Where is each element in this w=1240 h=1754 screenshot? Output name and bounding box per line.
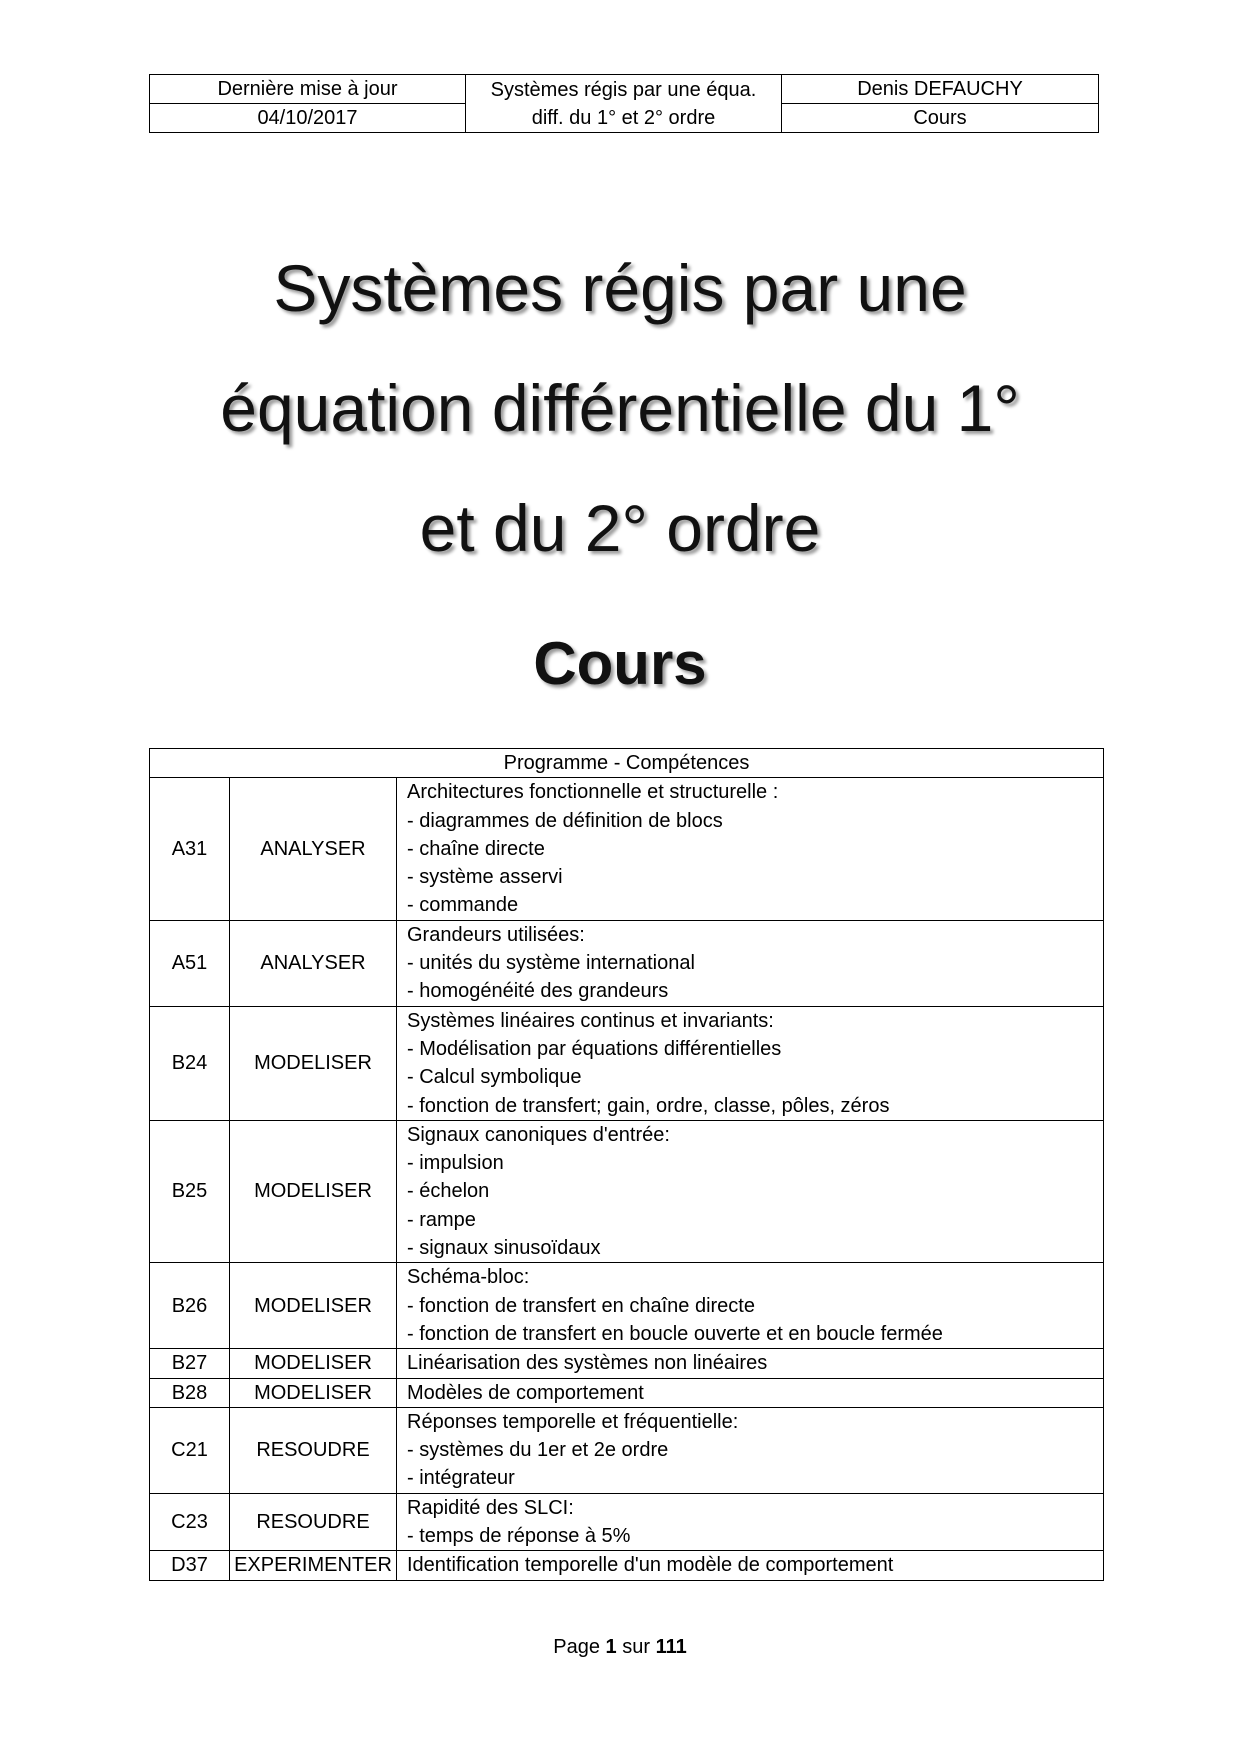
competence-description-line: - homogénéité des grandeurs [407, 980, 669, 1003]
competence-row [150, 1378, 1104, 1407]
competence-description [397, 1551, 1104, 1580]
title-line-1: Systèmes régis par une [273, 251, 967, 325]
competence-description [397, 1493, 1104, 1551]
competence-description-line: - échelon [407, 1180, 490, 1203]
subject-line-1: Systèmes régis par une équa. [490, 78, 757, 101]
competence-row [150, 1493, 1104, 1551]
competence-code: B27 [150, 1349, 230, 1378]
competence-description-line: - rampe [407, 1208, 476, 1231]
competence-category: MODELISER [230, 1006, 397, 1120]
competence-code: B28 [150, 1378, 230, 1407]
update-date: 04/10/2017 [150, 104, 466, 133]
competence-category: RESOUDRE [230, 1493, 397, 1551]
competence-description [397, 920, 1104, 1006]
subject-cell [466, 75, 782, 133]
competence-category: MODELISER [230, 1263, 397, 1349]
title-line-3: et du 2° ordre [419, 491, 821, 565]
page-title [0, 228, 1240, 588]
competence-description [397, 1263, 1104, 1349]
competence-description [397, 1407, 1104, 1493]
competence-description-line: Modèles de comportement [407, 1381, 644, 1404]
competence-description-line: - Calcul symbolique [407, 1066, 582, 1089]
competence-code: B26 [150, 1263, 230, 1349]
competence-row [150, 778, 1104, 920]
competence-description-line: - signaux sinusoïdaux [407, 1237, 601, 1260]
competence-code: A31 [150, 778, 230, 920]
competence-description-line: Rapidité des SLCI: [407, 1496, 574, 1519]
competence-description-line: Identification temporelle d'un modèle de comportement [407, 1554, 894, 1577]
competences-heading: Programme - Compétences [150, 749, 1104, 778]
footer-page-current: 1 [605, 1636, 617, 1658]
header-table [149, 74, 1099, 133]
competence-code: C23 [150, 1493, 230, 1551]
competence-code: A51 [150, 920, 230, 1006]
competence-row [150, 920, 1104, 1006]
footer-page-total: 111 [655, 1636, 687, 1658]
competence-category: ANALYSER [230, 920, 397, 1006]
competence-description-line: - diagrammes de définition de blocs [407, 809, 723, 832]
competence-category: MODELISER [230, 1349, 397, 1378]
competence-description-line: - commande [407, 894, 519, 917]
competence-row [150, 1551, 1104, 1580]
competence-category: EXPERIMENTER [230, 1551, 397, 1580]
competence-description-line: - fonction de transfert en chaîne directe [407, 1294, 755, 1317]
competence-row [150, 1349, 1104, 1378]
competence-description-line: - intégrateur [407, 1467, 515, 1490]
competence-row [150, 1407, 1104, 1493]
competence-category: MODELISER [230, 1120, 397, 1262]
title-line-2: équation différentielle du 1° [220, 371, 1020, 445]
competence-category: ANALYSER [230, 778, 397, 920]
competence-description-line: - fonction de transfert en boucle ouverte et en boucle fermée [407, 1322, 943, 1345]
competence-category: MODELISER [230, 1378, 397, 1407]
competence-row [150, 1006, 1104, 1120]
competence-code: B24 [150, 1006, 230, 1120]
page-subtitle: Cours [533, 630, 707, 697]
competence-code: B25 [150, 1120, 230, 1262]
competence-description [397, 1378, 1104, 1407]
competence-description-line: - fonction de transfert; gain, ordre, classe, pôles, zéros [407, 1094, 890, 1117]
competence-description-line: - impulsion [407, 1152, 504, 1175]
competence-description-line: - système asservi [407, 866, 563, 889]
competence-description [397, 1349, 1104, 1378]
competences-table [149, 748, 1104, 1581]
competence-description [397, 1120, 1104, 1262]
competence-description-line: Architectures fonctionnelle et structurelle : [407, 781, 779, 804]
update-label: Dernière mise à jour [150, 75, 466, 104]
footer-of-word: sur [622, 1636, 651, 1658]
competence-description-line: - unités du système international [407, 952, 695, 975]
competence-code: D37 [150, 1551, 230, 1580]
competence-description-line: Grandeurs utilisées: [407, 923, 585, 946]
footer-page-word: Page [553, 1636, 600, 1658]
competence-description-line: Systèmes linéaires continus et invariants: [407, 1009, 774, 1032]
competence-row [150, 1263, 1104, 1349]
competence-description [397, 778, 1104, 920]
page-footer [0, 1636, 1240, 1659]
subject-line-2: diff. du 1° et 2° ordre [531, 106, 716, 129]
author: Denis DEFAUCHY [782, 75, 1099, 104]
competence-category: RESOUDRE [230, 1407, 397, 1493]
doc-type: Cours [782, 104, 1099, 133]
competence-description-line: - systèmes du 1er et 2e ordre [407, 1439, 669, 1462]
competence-code: C21 [150, 1407, 230, 1493]
competence-description-line: Réponses temporelle et fréquentielle: [407, 1410, 739, 1433]
competence-description-line: - temps de réponse à 5% [407, 1525, 631, 1548]
competence-description [397, 1006, 1104, 1120]
competence-description-line: Signaux canoniques d'entrée: [407, 1123, 670, 1146]
competence-description-line: - chaîne directe [407, 837, 545, 860]
competence-description-line: - Modélisation par équations différentielles [407, 1037, 782, 1060]
competence-description-line: Linéarisation des systèmes non linéaires [407, 1352, 768, 1375]
competence-description-line: Schéma-bloc: [407, 1266, 530, 1289]
competence-row [150, 1120, 1104, 1262]
